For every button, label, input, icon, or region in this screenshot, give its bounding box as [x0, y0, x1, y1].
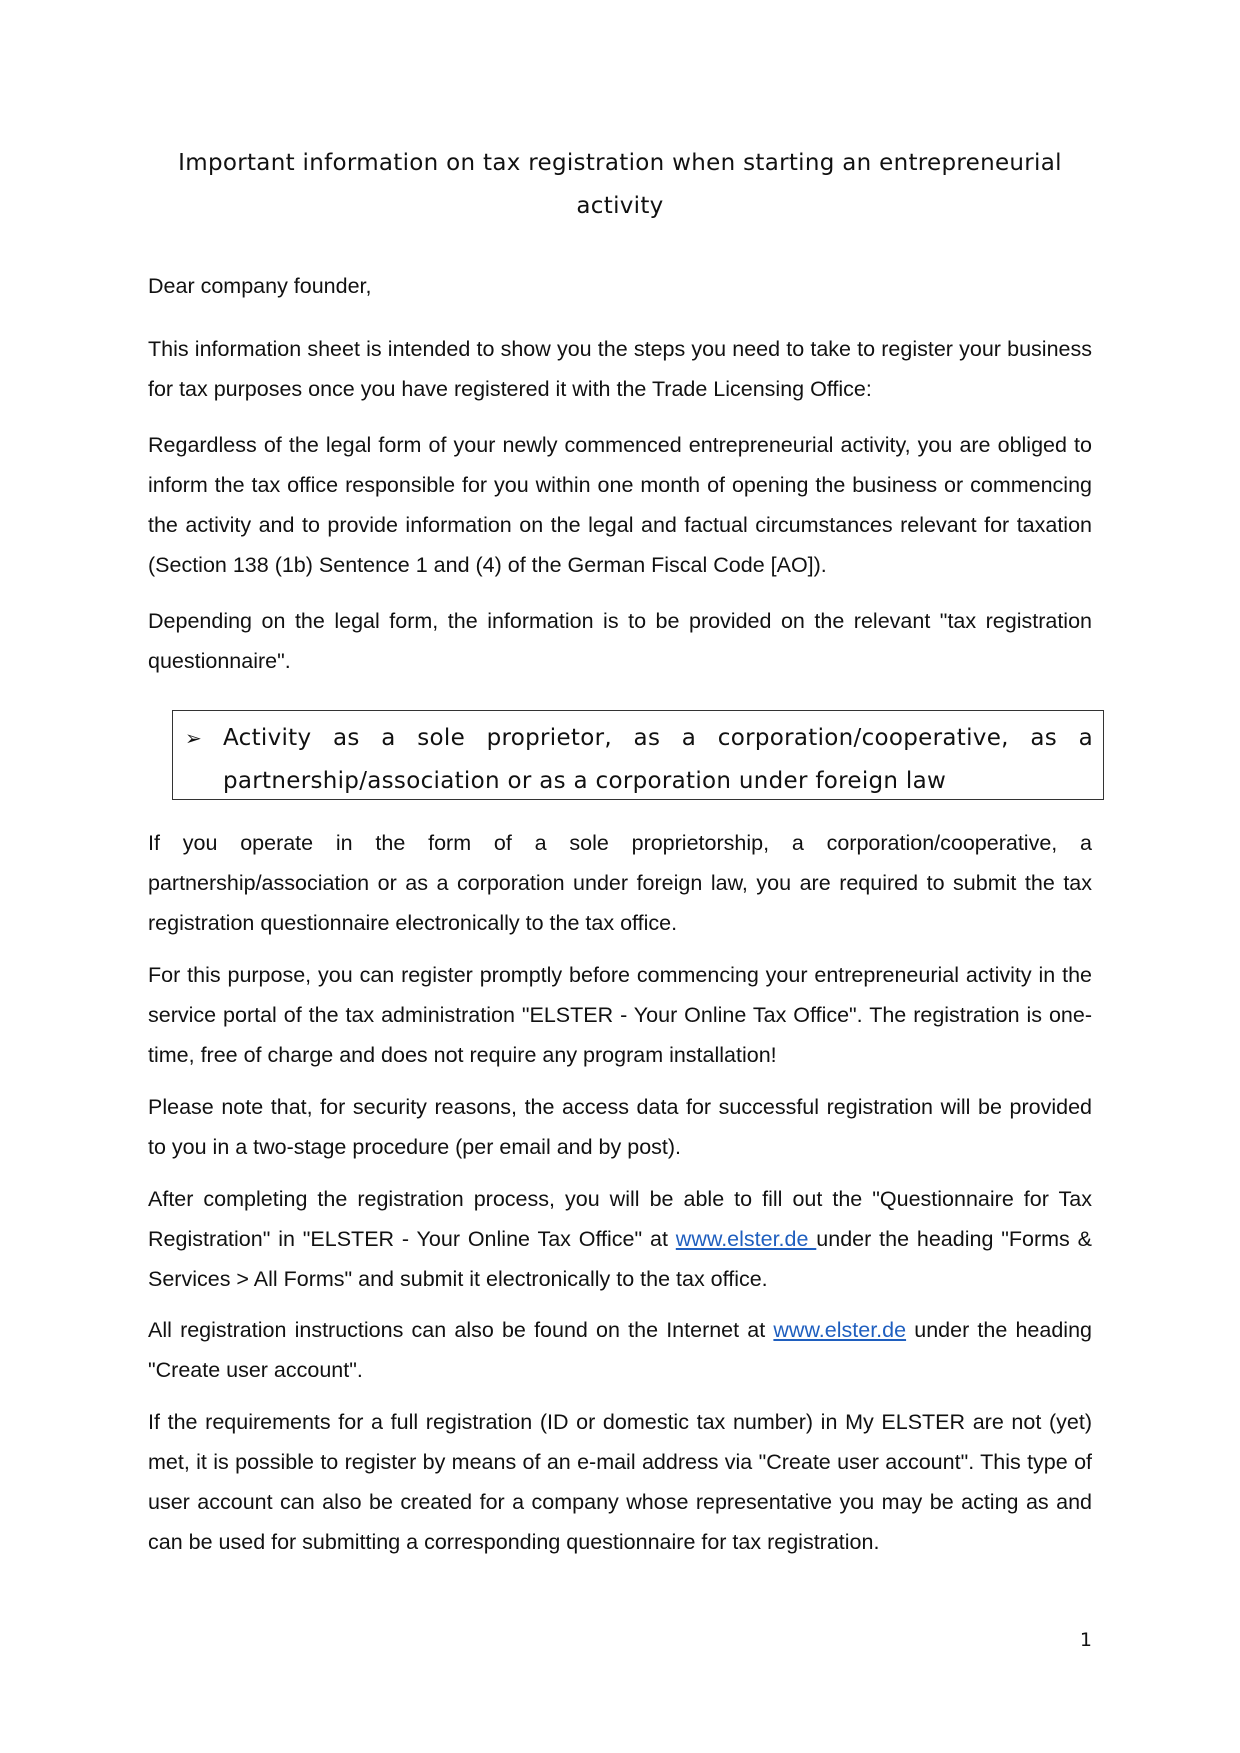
- instructions-text-before: All registration instructions can also be found on the Internet at: [148, 1318, 774, 1342]
- arrow-bullet-icon: ➢: [185, 726, 202, 750]
- requirements-paragraph: If the requirements for a full registration (ID or domestic tax number) in My ELSTER are not (yet) met, it is possible to register by means of an e-mail address via "Create user account". This type of user account can also be created for a company whose representative you may be acting as and can be used for submitting a corresponding questionnaire for tax registration.: [148, 1410, 1092, 1554]
- intro-paragraph: This information sheet is intended to show you the steps you need to take to register your business for tax purposes once you have registered it with the Trade Licensing Office:: [148, 337, 1092, 401]
- forms-text-after: under the heading "Forms & Services > All Forms" and submit it electronically to the tax office.: [148, 1227, 1092, 1291]
- forms-paragraph: [148, 1179, 1092, 1299]
- security-note-paragraph: Please note that, for security reasons, the access data for successful registration will be provided to you in a two-stage procedure (per email and by post).: [148, 1095, 1092, 1159]
- instructions-paragraph: [148, 1310, 1092, 1390]
- obligation-paragraph: Regardless of the legal form of your newly commenced entrepreneurial activity, you are obliged to inform the tax office responsible for you within one month of opening the business or commencing the activity and to provide information on the legal and factual circumstances relevant for taxation (Section 138 (1b) Sentence 1 and (4) of the German Fiscal Code [AO]).: [148, 433, 1092, 577]
- section-heading-box: [172, 710, 1104, 800]
- elster-link[interactable]: www.elster.de: [675, 1227, 817, 1251]
- elster-registration-paragraph: For this purpose, you can register promptly before commencing your entrepreneurial activity in the service portal of the tax administration "ELSTER - Your Online Tax Office". The registration is one-time, free of charge and does not require any program installation!: [148, 963, 1092, 1067]
- questionnaire-paragraph: Depending on the legal form, the information is to be provided on the relevant "tax registration questionnaire".: [148, 609, 1092, 673]
- document-title: Important information on tax registration when starting an entrepreneurial activity: [178, 150, 1062, 219]
- forms-text-before: After completing the registration process, you will be able to fill out the "Questionnaire for Tax Registration" in "ELSTER - Your Online Tax Office" at: [148, 1187, 1092, 1251]
- page-number: 1: [1079, 1629, 1092, 1651]
- electronic-submission-paragraph: If you operate in the form of a sole proprietorship, a corporation/cooperative, a partnership/association or as a corporation under foreign law, you are required to submit the tax registration questionnaire electronically to the tax office.: [148, 831, 1092, 935]
- section-heading: Activity as a sole proprietor, as a corporation/cooperative, as a partnership/association or as a corporation under foreign law: [223, 725, 1093, 794]
- elster-instructions-link[interactable]: www.elster.de: [773, 1318, 907, 1342]
- salutation: Dear company founder,: [148, 274, 372, 298]
- instructions-text-after: under the heading "Create user account".: [148, 1318, 1092, 1382]
